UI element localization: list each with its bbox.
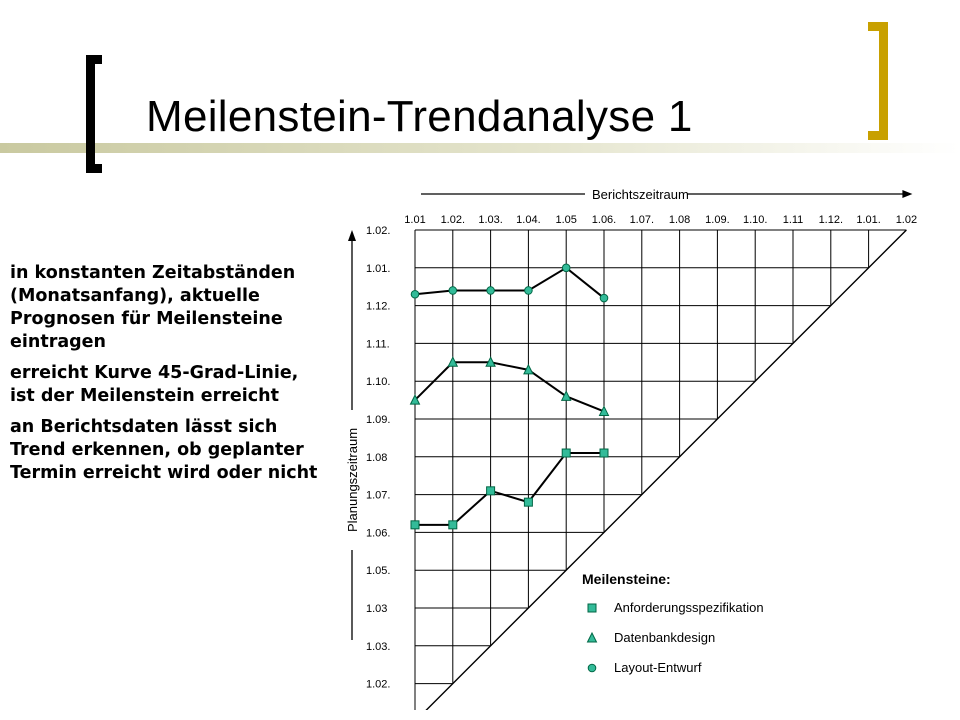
bullet-item: erreicht Kurve 45-Grad-Linie, ist der Meilenstein erreicht: [10, 363, 299, 406]
legend-entry-label: Anforderungsspezifikation: [614, 600, 764, 615]
series-line: [415, 362, 604, 411]
y-tick-label: 1.02.: [366, 678, 391, 691]
data-point-triangle: [562, 391, 571, 400]
bullet-item: an Berichtsdaten lässt sich Trend erkennen, ob geplanter Termin erreicht wird oder nicht: [10, 417, 318, 483]
data-point-circle: [562, 264, 570, 272]
legend-title: Meilensteine:: [582, 571, 671, 587]
y-tick-label: 1.11.: [366, 338, 390, 351]
x-tick-label: 1.01.: [856, 214, 881, 226]
x-tick-label: 1.10.: [742, 214, 768, 226]
data-point-circle: [487, 287, 495, 295]
x-tick-label: 1.03.: [478, 214, 503, 226]
y-tick-label: 1.02.: [366, 225, 391, 237]
y-tick-label: 1.08: [366, 451, 388, 464]
right-bracket-decoration: [868, 22, 888, 140]
series-line: [415, 453, 604, 525]
y-axis-label: Planungszeitraum: [345, 427, 360, 533]
chart-series: [411, 264, 609, 529]
data-point-square: [449, 521, 457, 529]
data-point-circle: [525, 287, 533, 295]
left-bracket-decoration: [86, 55, 102, 173]
x-axis-arrowhead: [902, 190, 912, 198]
bullet-item: in konstanten Zeitabständen (Monatsanfang), aktuelle Prognosen für Meilensteine eintragen: [10, 263, 296, 352]
data-point-circle: [449, 287, 457, 295]
bullet-list: [10, 262, 322, 493]
data-point-square: [600, 449, 608, 457]
y-tick-label: 1.03.: [366, 640, 391, 653]
y-tick-label: 1.12.: [366, 300, 391, 313]
x-axis-label: Berichtszeitraum: [592, 187, 689, 202]
data-point-square: [588, 604, 596, 612]
x-tick-label: 1.01: [404, 214, 426, 226]
data-point-square: [524, 498, 532, 506]
title-accent-bar: [0, 143, 960, 153]
data-point-square: [562, 449, 570, 457]
series-line: [415, 268, 604, 298]
y-tick-label: 1.05.: [366, 565, 391, 578]
x-tick-label: 1.04.: [516, 214, 541, 226]
x-tick-label: 1.05: [555, 214, 577, 226]
y-tick-label: 1.07.: [366, 489, 391, 502]
data-point-triangle: [588, 633, 597, 642]
data-point-square: [487, 487, 495, 495]
x-tick-label: 1.09.: [705, 214, 730, 226]
y-tick-label: 1.01.: [366, 262, 391, 275]
milestone-trend-chart: [330, 180, 930, 710]
x-tick-label: 1.12.: [818, 214, 844, 226]
x-tick-label: 1.11: [782, 214, 804, 226]
data-point-circle: [411, 290, 419, 298]
data-point-square: [411, 521, 419, 529]
data-point-circle: [600, 294, 608, 302]
x-tick-label: 1.08: [668, 214, 691, 226]
y-tick-label: 1.06.: [366, 527, 391, 540]
legend-entry-label: Datenbankdesign: [614, 630, 716, 645]
y-axis-arrowhead: [348, 230, 356, 241]
data-point-circle: [588, 664, 596, 672]
legend-entry-label: Layout-Entwurf: [614, 660, 702, 675]
x-tick-label: 1.07.: [629, 214, 655, 226]
x-tick-label: 1.06.: [591, 214, 617, 226]
y-tick-label: 1.10.: [366, 376, 391, 389]
slide-title: Meilenstein-Trendanalyse 1: [146, 92, 693, 141]
x-tick-label: 1.02.: [440, 214, 466, 226]
y-tick-label: 1.03: [366, 603, 388, 615]
x-tick-label: 1.02: [895, 214, 918, 226]
y-tick-label: 1.09.: [366, 414, 391, 426]
chart-legend: [582, 571, 764, 675]
